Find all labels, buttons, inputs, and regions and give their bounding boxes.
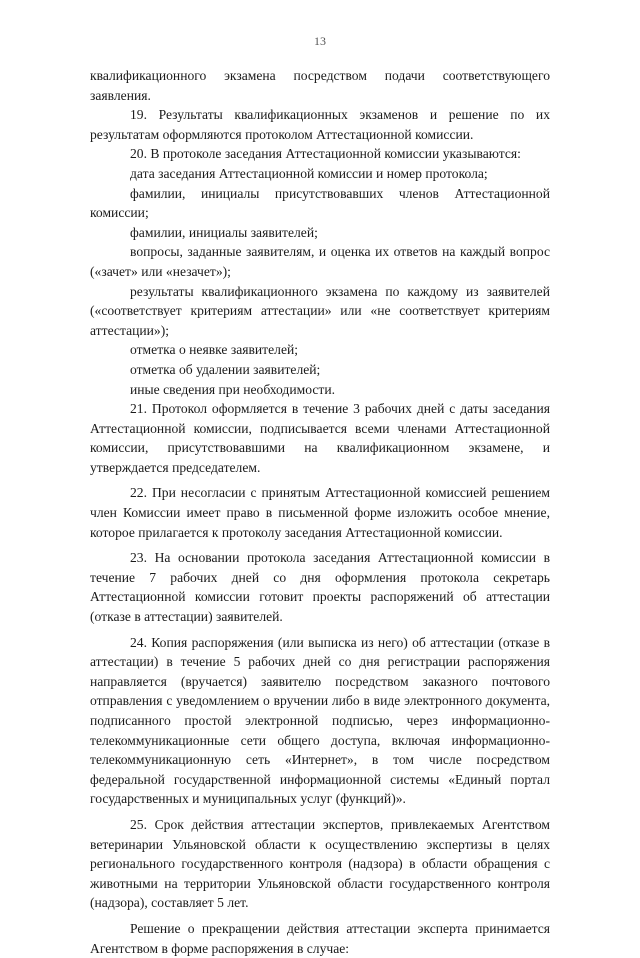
paragraph: 25. Срок действия аттестации экспертов, привлекаемых Агентством ветеринарии Ульяновской области к осуществлению экспертизы в целях регионального государственного контроля (надзора) в области обращения с животными на территории Ульяновской области государственного контроля (надзора), составляет 5 лет.	[90, 816, 550, 911]
page-number: 13	[314, 34, 326, 48]
paragraph: вопросы, заданные заявителям, и оценка их ответов на каждый вопрос («зачет» или «незачет»);	[90, 244, 550, 279]
paragraph: иные сведения при необходимости.	[130, 381, 336, 397]
paragraph: 22. При несогласии с принятым Аттестационной комиссией решением член Комиссии имеет право в письменной форме изложить особое мнение, которое прилагается к протоколу заседания Аттестационной комиссии.	[90, 485, 550, 540]
paragraph: фамилии, инициалы заявителей;	[130, 224, 318, 240]
paragraph: 21. Протокол оформляется в течение 3 рабочих дней с даты заседания Аттестационной комиссии, подписывается всеми членами Аттестационной комиссии, присутствовавшими на квалификационном экзамене, и утверждается председателем.	[90, 401, 550, 475]
paragraph: 23. На основании протокола заседания Аттестационной комиссии в течение 7 рабочих дней со дня оформления протокола секретарь Аттестационной комиссии готовит проекты распоряжений об аттестации (отказе в аттестации) заявителей.	[90, 550, 550, 625]
paragraph: отметка о неявке заявителей;	[130, 342, 299, 358]
paragraph: дата заседания Аттестационной комиссии и номер протокола;	[130, 165, 488, 181]
paragraph: отметка об удалении заявителей;	[130, 361, 321, 377]
paragraph: 24. Копия распоряжения (или выписка из него) об аттестации (отказе в аттестации) в течение 5 рабочих дней со дня регистрации распоряжения направляется (вручается) заявителю посредством заказного почтового отправления с уведомлением о вручении либо в виде электронного документа, подписанного простой электронной подписью, через информационно-телекоммуникационные сети общего доступа, включая информационно-телекоммуникационную сеть «Интернет», в том числе посредством федеральной государственной информационной системы «Единый портал государственных и муниципальных услуг (функций)».	[90, 634, 550, 807]
paragraph: квалификационного экзамена посредством подачи соответствующего заявления.	[90, 68, 550, 103]
paragraph: 19. Результаты квалификационных экзаменов и решение по их результатам оформляются протоколом Аттестационной комиссии.	[90, 107, 550, 142]
paragraph: Решение о прекращении действия аттестации эксперта принимается Агентством в форме распоряжения в случае:	[90, 920, 550, 956]
paragraph: результаты квалификационного экзамена по каждому из заявителей («соответствует критериям аттестации» или «не соответствует критериям аттестации»);	[90, 283, 550, 338]
paragraph: фамилии, инициалы присутствовавших членов Аттестационной комиссии;	[90, 185, 550, 221]
paragraph: 20. В протоколе заседания Аттестационной комиссии указываются:	[130, 146, 521, 162]
document-body	[90, 66, 550, 958]
